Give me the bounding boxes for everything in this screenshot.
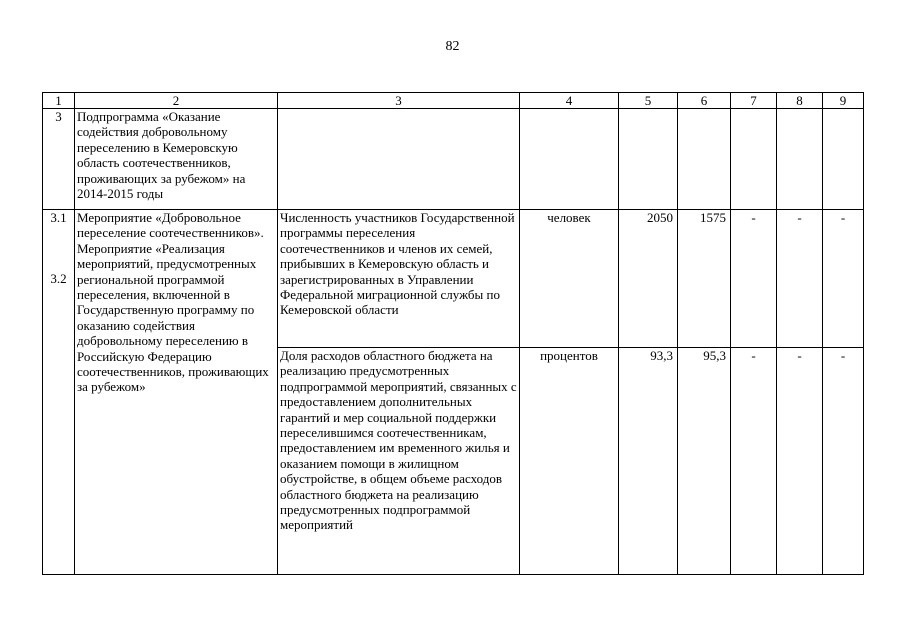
indicator-value-7: -: [731, 210, 777, 348]
subprogram-row: [43, 109, 864, 210]
indicator-value-5: 93,3: [619, 348, 678, 575]
column-header: 7: [731, 93, 777, 109]
indicator-value-7: -: [731, 348, 777, 575]
indicators-table: [42, 92, 864, 575]
column-header: 4: [520, 93, 619, 109]
header-row: [43, 93, 864, 109]
column-header: 6: [678, 93, 731, 109]
page-number: 82: [445, 39, 460, 54]
indicator-value-5: 2050: [619, 210, 678, 348]
empty-cell: [777, 109, 823, 210]
indicator-value-8: -: [777, 210, 823, 348]
column-header: 8: [777, 93, 823, 109]
event-number-cell: [43, 210, 75, 575]
event-number-a: 3.1: [50, 210, 67, 225]
indicator-name: Численность участников Государственной программы переселения соотечественников и членов их семей, прибывших в Кемеровскую область и зарегистрированных в Управлении Федеральной миграционной службы по Кемеровской области: [278, 210, 520, 348]
subprogram-name: Подпрограмма «Оказание содействия добровольному переселению в Кемеровскую область соотечественников, проживающих за рубежом» на 2014-2015 годы: [75, 109, 278, 210]
column-header: 9: [823, 93, 864, 109]
event-name: Мероприятие «Добровольное переселение соотечественников». Мероприятие «Реализация мероприятий, предусмотренных региональной программой переселения, включенной в Государственную программу по оказанию содействия добровольному переселению в Российскую Федерацию соотечественников, проживающих за рубежом»: [75, 210, 278, 575]
indicator-name: Доля расходов областного бюджета на реализацию предусмотренных подпрограммой мероприятий, связанных с предоставлением дополнительных гарантий и мер социальной поддержки переселившимся соотечественникам, предоставлением им временного жилья и оказанием помощи в жилищном обустройстве, в общем объеме расходов областного бюджета на реализацию предусмотренных подпрограммой мероприятий: [278, 348, 520, 575]
indicator-unit: процентов: [520, 348, 619, 575]
column-header: 2: [75, 93, 278, 109]
empty-cell: [823, 109, 864, 210]
indicator-value-9: -: [823, 348, 864, 575]
empty-cell: [520, 109, 619, 210]
indicator-value-6: 95,3: [678, 348, 731, 575]
indicator-row: [43, 210, 864, 348]
indicator-unit: человек: [520, 210, 619, 348]
empty-cell: [278, 109, 520, 210]
indicator-value-9: -: [823, 210, 864, 348]
empty-cell: [678, 109, 731, 210]
indicator-value-6: 1575: [678, 210, 731, 348]
indicator-value-8: -: [777, 348, 823, 575]
column-header: 5: [619, 93, 678, 109]
event-number-b: 3.2: [50, 271, 67, 287]
column-header: 1: [43, 93, 75, 109]
empty-cell: [731, 109, 777, 210]
subprogram-number: 3: [43, 109, 75, 210]
column-header: 3: [278, 93, 520, 109]
empty-cell: [619, 109, 678, 210]
